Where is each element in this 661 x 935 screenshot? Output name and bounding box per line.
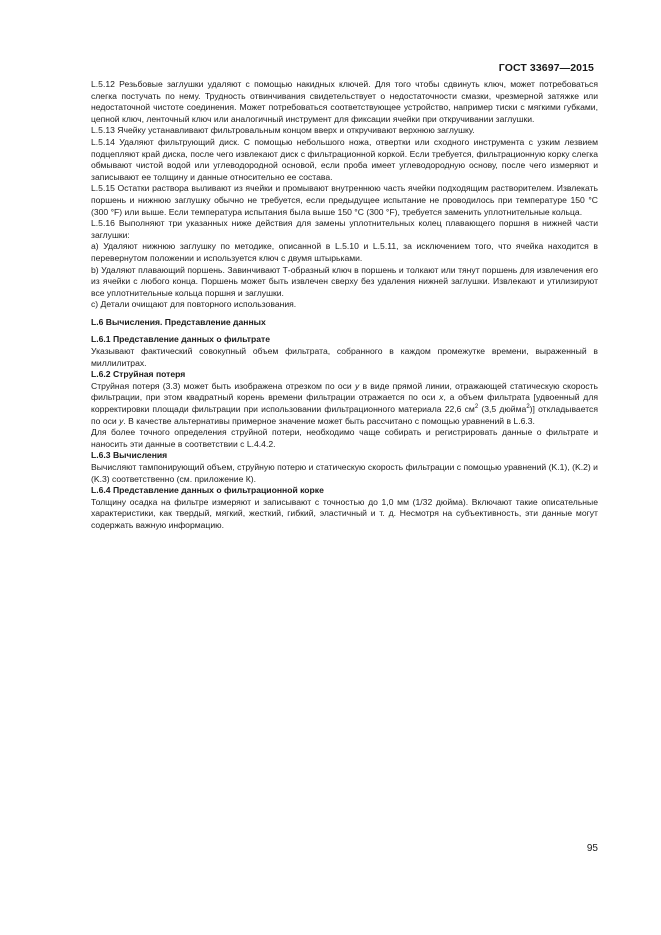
paragraph-l6-2 [91, 381, 598, 427]
superscript: 2 [474, 404, 479, 411]
paragraph-l5-16-a: а) Удаляют нижнюю заглушку по методике, описанной в L.5.10 и L.5.11, за исключением того, что ячейка находится в перевернутом положении и используется ключ с двумя штырьками. [91, 241, 598, 263]
text-segment: )] откладывается по оси [91, 404, 598, 426]
paragraph-l6-2-more: Для более точного определения струйной потери, необходимо чаще собирать и регистрировать данные о фильтрате и наносить эти данные в соответствии с L.4.4.2. [91, 427, 598, 449]
text-segment: в виде прямой линии, отражающей статическую скорость фильтрации, при этом квадратный корень времени фильтрации отражается по оси [91, 380, 598, 403]
paragraph-l5-16-c: с) Детали очищают для повторного использования. [91, 299, 297, 310]
paragraph-l5-16: L.5.16 Выполняют три указанных ниже действия для замены уплотнительных колец плавающего поршня в нижней части заглушки: [91, 218, 598, 240]
text-segment: . В качестве альтернативы примерное значение может быть рассчитано с помощью уравнений в L.6.3. [123, 415, 535, 426]
paragraph-l6-3: Вычисляют тампонирующий объем, струйную потерю и статическую скорость фильтрации с помощью уравнений (K.1), (K.2) и (K.3) соответственно (см. приложение К). [91, 462, 598, 484]
text-segment: (3,5 дюйма [478, 404, 527, 415]
paragraph-l5-14: L.5.14 Удаляют фильтрующий диск. С помощью небольшого ножа, отвертки или сходного инструмента с узким лезвием подцепляют край диска, после чего извлекают диск с фильтрационной коркой. Если требуется, фильтрационную корку слегка обмывают чистой водой или углеводородной основой, если проба имеет углеводородную основу, после чего измеряют и записывают ее толщину и данные относительно ее состава. [91, 136, 598, 182]
section-title-l6: L.6 Вычисления. Представление данных [91, 316, 266, 327]
paragraph-l5-16-b: b) Удаляют плавающий поршень. Завинчивают Т-образный ключ в поршень и толкают или тянут поршень для извлечения его из ячейки с любого конца. Поршень может быть извлечен сверху без удаления нижней заглушки. Извлекают и утилизируют все уплотнительные кольца поршня и заглушки. [91, 264, 598, 298]
document-id-header: ГОСТ 33697—2015 [498, 62, 594, 74]
variable-y: y [119, 415, 124, 426]
variable-y: y [354, 380, 360, 391]
superscript: 2 [526, 404, 530, 411]
subsection-title-l6-4: L.6.4 Представление данных о фильтрационной корке [91, 485, 324, 496]
subsection-title-l6-1: L.6.1 Представление данных о фильтрате [91, 334, 270, 345]
paragraph-l6-4: Толщину осадка на фильтре измеряют и записывают с точностью до 1,0 мм (1/32 дюйма). Включают такие описательные характеристики, как твердый, мягкий, жесткий, гибкий, эластичный и т. д. Несмотря на субъективность, эти данные могут содержать важную информацию. [91, 496, 598, 530]
document-body [91, 79, 598, 532]
page-number: 95 [586, 843, 598, 854]
paragraph-l6-1: Указывают фактический совокупный объем фильтрата, собранного в каждом промежутке времени, выраженный в миллилитрах. [91, 346, 598, 368]
subsection-title-l6-2: L.6.2 Струйная потеря [91, 369, 186, 380]
text-segment: , а объем фильтрата [удвоенный для корректировки площади фильтрации при использовании фильтрационного материала 22,6 см [91, 392, 598, 415]
paragraph-l5-15: L.5.15 Остатки раствора выливают из ячейки и промывают внутреннюю часть ячейки подходящим растворителем. Извлекать поршень и нижнюю заглушку обычно не требуется, если предыдущее испытание не проводилось при температуре 150 °С (300 °F) или выше. Если температура испытания была выше 150 °С (300 °F), требуется заменить уплотнительные кольца. [91, 183, 598, 217]
variable-x: x [439, 392, 444, 403]
text-segment: Струйная потеря (3.3) может быть изображена отрезком по оси [91, 380, 355, 391]
paragraph-l5-13: L.5.13 Ячейку устанавливают фильтровальным концом вверх и откручивают верхнюю заглушку. [91, 125, 475, 136]
paragraph-l5-12: L.5.12 Резьбовые заглушки удаляют с помощью накидных ключей. Для того чтобы сдвинуть ключ, может потребоваться слегка постучать по нему. Трудность отвинчивания свидетельствует о недостаточности смазки, чрезмерной затяжке или недостаточной чистоте соединения. Может потребоваться соответствующее устройство, например тиски с мягкими губками, цепной ключ, ленточный ключ или аналогичный инструмент для фиксации ячейки при откручивании заглушки. [91, 79, 598, 124]
subsection-title-l6-3: L.6.3 Вычисления [91, 450, 168, 461]
